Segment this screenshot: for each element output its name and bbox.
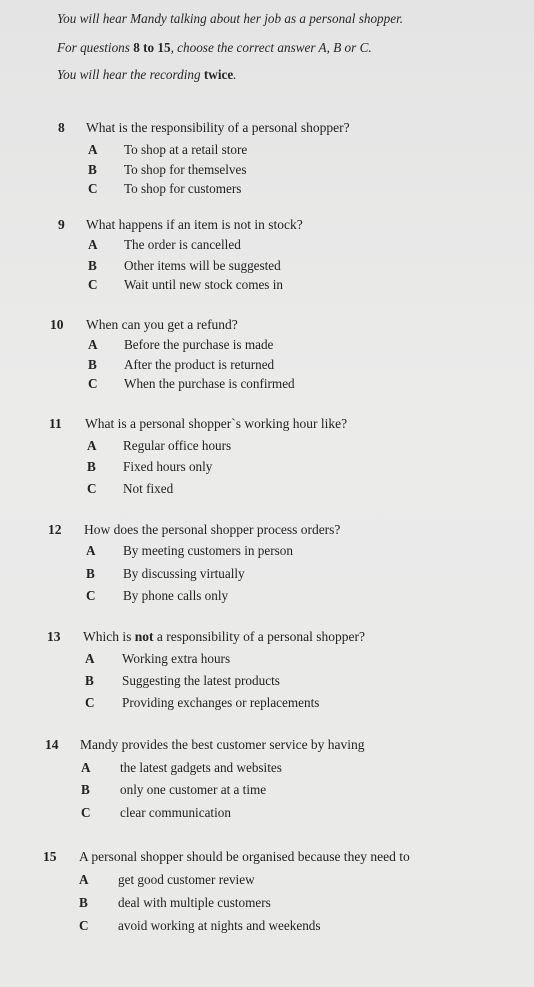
option-text: clear communication: [120, 805, 231, 820]
option-letter: C: [86, 588, 96, 603]
question-text: What is the responsibility of a personal shopper?: [86, 120, 350, 135]
option-letter: A: [88, 142, 98, 157]
option-letter: C: [87, 481, 97, 496]
option-letter: C: [88, 181, 98, 196]
option-letter: A: [85, 651, 95, 666]
intro-text: You will hear the recording: [57, 67, 204, 82]
option-text: To shop for customers: [124, 181, 242, 196]
intro-line-3: [57, 67, 237, 83]
question-number: 8: [58, 120, 65, 135]
option-letter: C: [79, 918, 89, 933]
option-letter: C: [85, 695, 95, 710]
option-letter: B: [87, 459, 96, 474]
option-text: To shop for themselves: [124, 162, 247, 177]
option-text: Working extra hours: [122, 651, 231, 666]
intro-line-1: [57, 11, 403, 27]
intro-line-2: [57, 40, 372, 56]
option-text: The order is cancelled: [124, 237, 241, 252]
option-text: When the purchase is confirmed: [124, 376, 295, 391]
option-letter: B: [88, 357, 97, 372]
question-number: 12: [48, 522, 62, 537]
question-text-part: a responsibility of a personal shopper?: [153, 629, 365, 644]
question-emphasis: not: [134, 629, 154, 644]
option-letter: B: [88, 162, 97, 177]
question-text: What happens if an item is not in stock?: [86, 217, 303, 232]
option-letter: A: [79, 872, 89, 887]
option-letter: B: [85, 673, 94, 688]
option-text: By discussing virtually: [123, 566, 245, 581]
option-text: Before the purchase is made: [124, 337, 274, 352]
option-letter: B: [86, 566, 95, 581]
question-text: When can you get a refund?: [86, 317, 238, 332]
option-text: Providing exchanges or replacements: [122, 695, 320, 710]
option-text: By phone calls only: [123, 588, 229, 603]
option-text: By meeting customers in person: [123, 543, 293, 558]
option-letter: B: [81, 782, 90, 797]
question-number: 13: [47, 629, 61, 644]
question-number: 14: [45, 737, 59, 752]
question-number: 10: [50, 317, 64, 332]
option-text: Fixed hours only: [123, 459, 213, 474]
question-number: 15: [43, 849, 57, 864]
question-text: [83, 629, 365, 645]
option-text: Other items will be suggested: [124, 258, 281, 273]
option-text: Wait until new stock comes in: [124, 277, 283, 292]
option-letter: C: [81, 805, 91, 820]
option-letter: A: [81, 760, 91, 775]
option-text: After the product is returned: [124, 357, 275, 372]
question-text: A personal shopper should be organised because they need to: [79, 849, 410, 864]
option-letter: A: [88, 237, 98, 252]
option-text: get good customer review: [118, 872, 255, 887]
option-text: Suggesting the latest products: [122, 673, 280, 688]
intro-emphasis: twice: [203, 67, 234, 82]
option-text: To shop at a retail store: [124, 142, 248, 157]
intro-text: .: [233, 67, 237, 82]
option-letter: C: [88, 277, 98, 292]
option-letter: C: [88, 376, 98, 391]
option-letter: A: [87, 438, 97, 453]
option-text: avoid working at nights and weekends: [118, 918, 321, 933]
intro-text: You will hear Mandy talking about her job as a personal shopper.: [57, 11, 404, 26]
intro-text: For questions: [57, 40, 134, 55]
option-letter: A: [88, 337, 98, 352]
intro-range: 8 to 15: [133, 40, 171, 55]
option-text: deal with multiple customers: [118, 895, 271, 910]
option-text: Not fixed: [123, 481, 174, 496]
question-number: 9: [58, 217, 65, 232]
question-text: How does the personal shopper process orders?: [84, 522, 341, 537]
question-number: 11: [49, 416, 62, 431]
question-text: Mandy provides the best customer service by having: [80, 737, 365, 752]
question-text: What is a personal shopper`s working hour like?: [85, 416, 348, 431]
option-letter: B: [79, 895, 88, 910]
option-text: the latest gadgets and websites: [120, 760, 282, 775]
option-letter: B: [88, 258, 97, 273]
intro-text: , choose the correct answer A, B or C.: [170, 40, 372, 55]
option-text: only one customer at a time: [120, 782, 267, 797]
question-text-part: Which is: [83, 629, 135, 644]
option-letter: A: [86, 543, 96, 558]
option-text: Regular office hours: [123, 438, 232, 453]
